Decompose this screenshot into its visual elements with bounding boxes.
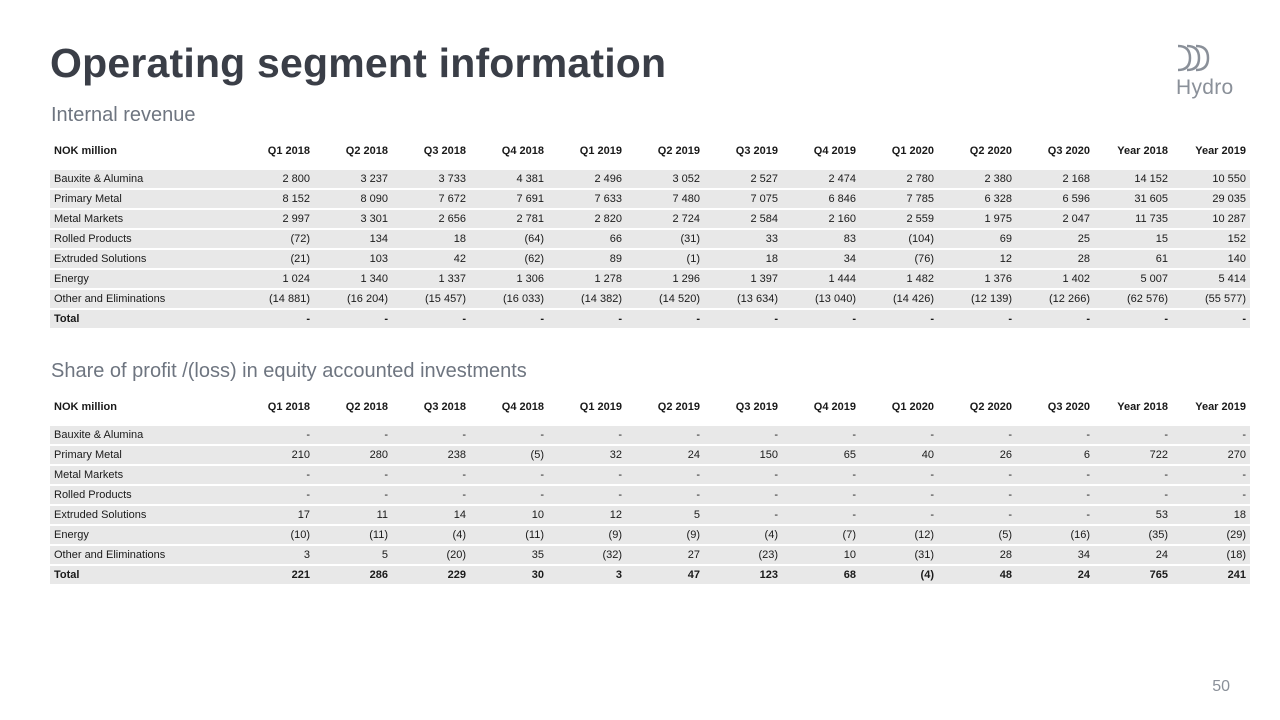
table-cell: -	[1094, 426, 1172, 446]
table-cell: 32	[548, 446, 626, 466]
column-header: Q4 2018	[470, 136, 548, 170]
table-cell: 12	[938, 250, 1016, 270]
table-cell: -	[626, 466, 704, 486]
table-cell: -	[704, 426, 782, 446]
table-cell: (9)	[548, 526, 626, 546]
table-cell: 33	[704, 230, 782, 250]
table-cell: 1 975	[938, 210, 1016, 230]
row-label: Extruded Solutions	[50, 250, 238, 270]
table-cell: 3	[548, 566, 626, 586]
table-cell: -	[626, 310, 704, 330]
table-cell: 3	[238, 546, 314, 566]
table-cell: (14 520)	[626, 290, 704, 310]
table-row	[50, 526, 1250, 546]
column-header: Q1 2020	[860, 136, 938, 170]
total-row	[50, 310, 1250, 330]
table-cell: (14 426)	[860, 290, 938, 310]
column-header: Q2 2020	[938, 392, 1016, 426]
table-cell: 1 340	[314, 270, 392, 290]
table-cell: (20)	[392, 546, 470, 566]
table-cell: -	[704, 310, 782, 330]
table-cell: -	[1016, 426, 1094, 446]
table-cell: -	[860, 486, 938, 506]
column-header: Q2 2020	[938, 136, 1016, 170]
column-header: Q2 2019	[626, 136, 704, 170]
table-cell: (72)	[238, 230, 314, 250]
table-cell: 270	[1172, 446, 1250, 466]
table-cell: 10	[470, 506, 548, 526]
column-header: Q1 2018	[238, 392, 314, 426]
table-cell: 7 672	[392, 190, 470, 210]
table-cell: -	[1172, 310, 1250, 330]
column-header: Q2 2018	[314, 392, 392, 426]
table-cell: 10	[782, 546, 860, 566]
table-cell: 28	[938, 546, 1016, 566]
table-cell: (104)	[860, 230, 938, 250]
table-cell: 140	[1172, 250, 1250, 270]
table-cell: (13 634)	[704, 290, 782, 310]
table-cell: 2 656	[392, 210, 470, 230]
table-cell: 6	[1016, 446, 1094, 466]
table-cell: -	[392, 310, 470, 330]
row-label: Primary Metal	[50, 190, 238, 210]
row-label: Bauxite & Alumina	[50, 426, 238, 446]
row-label: Metal Markets	[50, 210, 238, 230]
table-cell: 2 780	[860, 170, 938, 190]
column-header: Q4 2019	[782, 392, 860, 426]
table-cell: 5 414	[1172, 270, 1250, 290]
table-cell: -	[238, 310, 314, 330]
page-title: Operating segment information	[50, 40, 667, 86]
table-cell: 123	[704, 566, 782, 586]
page-number: 50	[1212, 678, 1230, 695]
table-cell: (16 204)	[314, 290, 392, 310]
table-cell: 4 381	[470, 170, 548, 190]
table-cell: -	[548, 310, 626, 330]
table-cell: -	[1172, 426, 1250, 446]
table-cell: 26	[938, 446, 1016, 466]
table-cell: -	[392, 466, 470, 486]
table-cell: 83	[782, 230, 860, 250]
table-cell: 765	[1094, 566, 1172, 586]
table-cell: -	[860, 310, 938, 330]
table-cell: 18	[704, 250, 782, 270]
column-header: Q4 2018	[470, 392, 548, 426]
table-cell: -	[548, 486, 626, 506]
table-cell: -	[1094, 486, 1172, 506]
total-row	[50, 566, 1250, 586]
column-header: Q4 2019	[782, 136, 860, 170]
table-cell: 31 605	[1094, 190, 1172, 210]
table-cell: -	[470, 310, 548, 330]
table-cell: -	[392, 486, 470, 506]
table-row	[50, 190, 1250, 210]
table-cell: 69	[938, 230, 1016, 250]
table-cell: (14 881)	[238, 290, 314, 310]
table-cell: 2 380	[938, 170, 1016, 190]
row-label: Rolled Products	[50, 486, 238, 506]
table-cell: -	[548, 466, 626, 486]
table-cell: -	[782, 506, 860, 526]
column-header: Q3 2020	[1016, 136, 1094, 170]
table-cell: (21)	[238, 250, 314, 270]
table-cell: (4)	[704, 526, 782, 546]
table-cell: (5)	[470, 446, 548, 466]
table-cell: 103	[314, 250, 392, 270]
table-cell: 5	[314, 546, 392, 566]
table-cell: (12)	[860, 526, 938, 546]
table-row	[50, 486, 1250, 506]
row-label: Extruded Solutions	[50, 506, 238, 526]
row-label: Primary Metal	[50, 446, 238, 466]
table-cell: (13 040)	[782, 290, 860, 310]
table-cell: (16 033)	[470, 290, 548, 310]
table-cell: 24	[626, 446, 704, 466]
table-row	[50, 230, 1250, 250]
table-cell: -	[314, 310, 392, 330]
table-row	[50, 466, 1250, 486]
column-header: NOK million	[50, 136, 238, 170]
row-label: Bauxite & Alumina	[50, 170, 238, 190]
table-cell: 3 237	[314, 170, 392, 190]
table-cell: -	[938, 466, 1016, 486]
table-cell: -	[470, 486, 548, 506]
header-row	[50, 392, 1250, 426]
table-cell: -	[1094, 466, 1172, 486]
table-cell: (35)	[1094, 526, 1172, 546]
table-cell: 286	[314, 566, 392, 586]
table-cell: 29 035	[1172, 190, 1250, 210]
table-cell: 2 724	[626, 210, 704, 230]
table-cell: (10)	[238, 526, 314, 546]
column-header: Q3 2020	[1016, 392, 1094, 426]
table-cell: -	[938, 486, 1016, 506]
table-cell: 47	[626, 566, 704, 586]
column-header: Q3 2018	[392, 392, 470, 426]
table-cell: 1 306	[470, 270, 548, 290]
row-label: Rolled Products	[50, 230, 238, 250]
table-cell: (12 266)	[1016, 290, 1094, 310]
table-cell: 2 474	[782, 170, 860, 190]
table-cell: 722	[1094, 446, 1172, 466]
column-header: Q1 2019	[548, 136, 626, 170]
table-cell: -	[314, 486, 392, 506]
column-header: NOK million	[50, 392, 238, 426]
table-cell: 221	[238, 566, 314, 586]
table-cell: -	[626, 486, 704, 506]
table-cell: (1)	[626, 250, 704, 270]
table-cell: -	[238, 486, 314, 506]
table-cell: 2 820	[548, 210, 626, 230]
table-cell: 30	[470, 566, 548, 586]
column-header: Q1 2018	[238, 136, 314, 170]
table-cell: 280	[314, 446, 392, 466]
table-cell: 210	[238, 446, 314, 466]
table-cell: -	[238, 426, 314, 446]
table-cell: 6 846	[782, 190, 860, 210]
table-cell: 1 376	[938, 270, 1016, 290]
internal-revenue-table	[50, 136, 1250, 330]
table-cell: 1 482	[860, 270, 938, 290]
internal-revenue-heading: Internal revenue	[51, 104, 196, 126]
equity-investments-heading: Share of profit /(loss) in equity accounted investments	[51, 360, 527, 382]
table-cell: 8 090	[314, 190, 392, 210]
table-cell: 7 785	[860, 190, 938, 210]
row-label: Energy	[50, 270, 238, 290]
table-cell: 3 052	[626, 170, 704, 190]
table-cell: -	[314, 466, 392, 486]
table-cell: (7)	[782, 526, 860, 546]
table-row	[50, 210, 1250, 230]
table-cell: 3 301	[314, 210, 392, 230]
table-cell: 11	[314, 506, 392, 526]
table-row	[50, 250, 1250, 270]
table-cell: -	[782, 426, 860, 446]
table-cell: 53	[1094, 506, 1172, 526]
table-row	[50, 290, 1250, 310]
table-cell: (11)	[314, 526, 392, 546]
table-cell: (55 577)	[1172, 290, 1250, 310]
table-cell: 7 480	[626, 190, 704, 210]
table-cell: -	[860, 506, 938, 526]
table-row	[50, 170, 1250, 190]
table-cell: 5	[626, 506, 704, 526]
column-header: Q2 2019	[626, 392, 704, 426]
table-cell: (23)	[704, 546, 782, 566]
table-cell: 1 278	[548, 270, 626, 290]
row-label: Metal Markets	[50, 466, 238, 486]
table-cell: 1 402	[1016, 270, 1094, 290]
table-cell: (32)	[548, 546, 626, 566]
table-cell: -	[1172, 466, 1250, 486]
table-cell: 68	[782, 566, 860, 586]
table-cell: 27	[626, 546, 704, 566]
table-cell: -	[626, 426, 704, 446]
row-label: Other and Eliminations	[50, 290, 238, 310]
table-cell: 18	[1172, 506, 1250, 526]
table-cell: 229	[392, 566, 470, 586]
table-cell: 2 527	[704, 170, 782, 190]
equity-investments-table	[50, 392, 1250, 586]
table-cell: (4)	[860, 566, 938, 586]
table-cell: -	[1094, 310, 1172, 330]
table-cell: 1 296	[626, 270, 704, 290]
table-cell: (29)	[1172, 526, 1250, 546]
table-cell: 28	[1016, 250, 1094, 270]
table-cell: -	[782, 310, 860, 330]
table-cell: 7 691	[470, 190, 548, 210]
table-cell: 2 997	[238, 210, 314, 230]
table-cell: 65	[782, 446, 860, 466]
table-cell: (62)	[470, 250, 548, 270]
table-cell: -	[938, 426, 1016, 446]
header-row	[50, 136, 1250, 170]
column-header: Year 2018	[1094, 136, 1172, 170]
table-cell: 89	[548, 250, 626, 270]
table-cell: -	[938, 506, 1016, 526]
table-cell: 3 733	[392, 170, 470, 190]
table-cell: -	[238, 466, 314, 486]
table-cell: -	[548, 426, 626, 446]
table-cell: 48	[938, 566, 1016, 586]
table-cell: 66	[548, 230, 626, 250]
column-header: Q3 2019	[704, 392, 782, 426]
table-cell: 1 337	[392, 270, 470, 290]
table-cell: -	[470, 426, 548, 446]
table-cell: (5)	[938, 526, 1016, 546]
table-cell: 2 047	[1016, 210, 1094, 230]
row-label: Other and Eliminations	[50, 546, 238, 566]
column-header: Q1 2019	[548, 392, 626, 426]
table-cell: 2 584	[704, 210, 782, 230]
column-header: Q2 2018	[314, 136, 392, 170]
table-cell: -	[704, 486, 782, 506]
table-cell: -	[1016, 310, 1094, 330]
table-cell: (18)	[1172, 546, 1250, 566]
table-cell: 24	[1016, 566, 1094, 586]
table-cell: 2 559	[860, 210, 938, 230]
column-header: Q1 2020	[860, 392, 938, 426]
table-cell: -	[782, 486, 860, 506]
table-cell: 5 007	[1094, 270, 1172, 290]
table-cell: -	[860, 466, 938, 486]
row-label: Total	[50, 310, 238, 330]
table-cell: 25	[1016, 230, 1094, 250]
row-label: Total	[50, 566, 238, 586]
table-cell: 42	[392, 250, 470, 270]
table-cell: 2 160	[782, 210, 860, 230]
table-cell: 2 800	[238, 170, 314, 190]
table-cell: -	[470, 466, 548, 486]
table-cell: -	[314, 426, 392, 446]
column-header: Q3 2018	[392, 136, 470, 170]
table-row	[50, 546, 1250, 566]
table-cell: 7 633	[548, 190, 626, 210]
table-row	[50, 446, 1250, 466]
table-cell: -	[1016, 486, 1094, 506]
table-cell: -	[704, 466, 782, 486]
table-cell: 40	[860, 446, 938, 466]
table-cell: 17	[238, 506, 314, 526]
table-cell: -	[782, 466, 860, 486]
table-cell: -	[392, 426, 470, 446]
table-cell: 2 781	[470, 210, 548, 230]
table-cell: 35	[470, 546, 548, 566]
column-header: Year 2019	[1172, 392, 1250, 426]
table-cell: -	[704, 506, 782, 526]
table-cell: 2 168	[1016, 170, 1094, 190]
table-cell: 1 024	[238, 270, 314, 290]
table-cell: 61	[1094, 250, 1172, 270]
table-cell: 1 444	[782, 270, 860, 290]
table-row	[50, 426, 1250, 446]
table-cell: (62 576)	[1094, 290, 1172, 310]
table-cell: 241	[1172, 566, 1250, 586]
table-cell: -	[1016, 506, 1094, 526]
table-cell: (9)	[626, 526, 704, 546]
table-cell: 6 328	[938, 190, 1016, 210]
table-cell: (14 382)	[548, 290, 626, 310]
table-cell: (11)	[470, 526, 548, 546]
table-cell: (16)	[1016, 526, 1094, 546]
table-row	[50, 506, 1250, 526]
table-cell: (4)	[392, 526, 470, 546]
table-cell: 12	[548, 506, 626, 526]
table-cell: (15 457)	[392, 290, 470, 310]
table-cell: 10 287	[1172, 210, 1250, 230]
table-cell: 14	[392, 506, 470, 526]
table-cell: (64)	[470, 230, 548, 250]
table-cell: -	[938, 310, 1016, 330]
table-cell: 152	[1172, 230, 1250, 250]
table-cell: 15	[1094, 230, 1172, 250]
table-cell: 238	[392, 446, 470, 466]
column-header: Q3 2019	[704, 136, 782, 170]
table-cell: 6 596	[1016, 190, 1094, 210]
table-cell: (31)	[860, 546, 938, 566]
table-cell: 34	[1016, 546, 1094, 566]
table-cell: -	[860, 426, 938, 446]
table-cell: 11 735	[1094, 210, 1172, 230]
table-cell: (31)	[626, 230, 704, 250]
logo-text: Hydro	[1176, 76, 1234, 99]
table-cell: -	[1016, 466, 1094, 486]
table-cell: (76)	[860, 250, 938, 270]
table-row	[50, 270, 1250, 290]
table-cell: 34	[782, 250, 860, 270]
table-cell: (12 139)	[938, 290, 1016, 310]
table-cell: -	[1172, 486, 1250, 506]
column-header: Year 2019	[1172, 136, 1250, 170]
column-header: Year 2018	[1094, 392, 1172, 426]
table-cell: 150	[704, 446, 782, 466]
table-cell: 2 496	[548, 170, 626, 190]
table-cell: 24	[1094, 546, 1172, 566]
table-cell: 1 397	[704, 270, 782, 290]
table-cell: 14 152	[1094, 170, 1172, 190]
table-cell: 7 075	[704, 190, 782, 210]
table-cell: 18	[392, 230, 470, 250]
row-label: Energy	[50, 526, 238, 546]
table-cell: 134	[314, 230, 392, 250]
table-cell: 10 550	[1172, 170, 1250, 190]
table-cell: 8 152	[238, 190, 314, 210]
